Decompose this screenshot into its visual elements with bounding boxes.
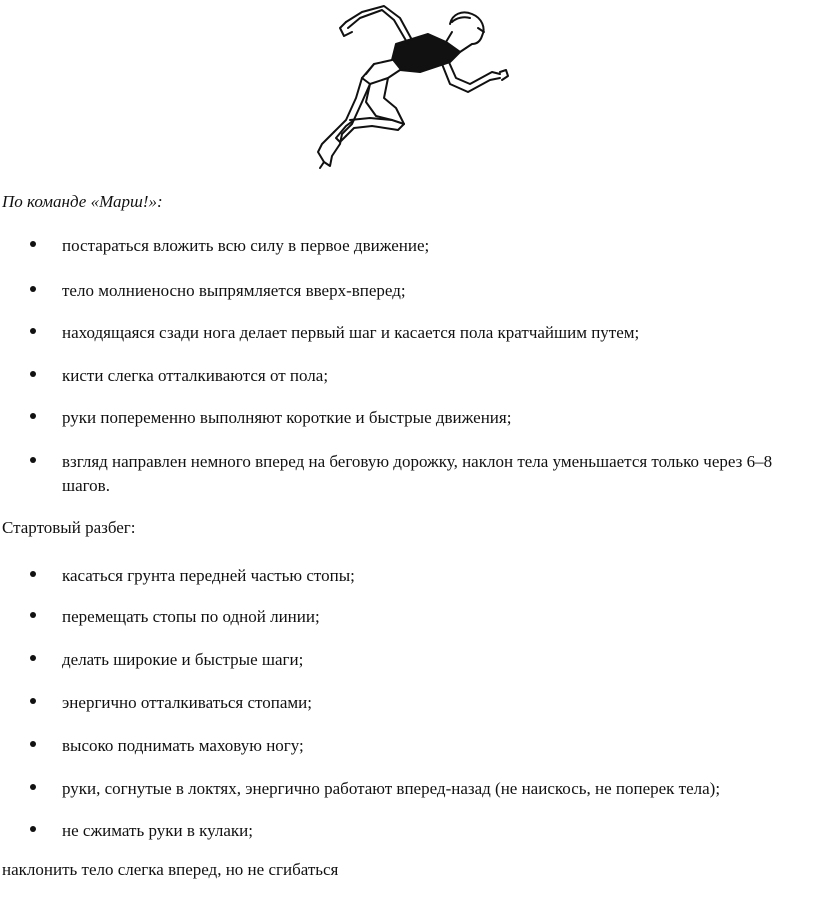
bullet-icon: [30, 571, 36, 577]
list-item-text: не сжимать руки в кулаки;: [62, 821, 254, 840]
bullet-icon: [30, 826, 36, 832]
bullet-icon: [30, 741, 36, 747]
bullet-icon: [30, 698, 36, 704]
bullet-icon: [30, 286, 36, 292]
bullet-icon: [30, 784, 36, 790]
sprinter-start-icon: [300, 2, 515, 170]
closing-line: наклонить тело слегка вперед, но не сгибаться: [2, 860, 339, 879]
list-item-text: руки, согнутые в локтях, энергично работают вперед-назад (не наискось, не поперек тела);: [62, 779, 721, 798]
list-item-text: руки попеременно выполняют короткие и быстрые движения;: [62, 408, 512, 427]
list-item-text: находящаяся сзади нога делает первый шаг и касается пола кратчайшим путем;: [62, 323, 640, 342]
list-item-text: перемещать стопы по одной линии;: [62, 607, 320, 626]
list-item-text: кисти слегка отталкиваются от пола;: [62, 366, 329, 385]
bullet-icon: [30, 241, 36, 247]
bullet-icon: [30, 457, 36, 463]
list-item-text: постараться вложить всю силу в первое движение;: [62, 236, 430, 255]
section-heading-starting-run: Стартовый разбег:: [2, 518, 136, 537]
list-item-text: высоко поднимать маховую ногу;: [62, 736, 304, 755]
list-item-text: взгляд направлен немного вперед на беговую дорожку, наклон тела уменьшается только через 6–8 шагов.: [62, 452, 773, 495]
section-heading-start-command: По команде «Марш!»:: [2, 192, 163, 211]
list-item-text: касаться грунта передней частью стопы;: [62, 566, 355, 585]
bullet-icon: [30, 371, 36, 377]
bullet-icon: [30, 413, 36, 419]
list-item-text: делать широкие и быстрые шаги;: [62, 650, 304, 669]
list-item-text: тело молниеносно выпрямляется вверх-вперед;: [62, 281, 406, 300]
list-item-text: энергично отталкиваться стопами;: [62, 693, 312, 712]
sprinter-illustration: [300, 2, 515, 170]
bullet-icon: [30, 655, 36, 661]
bullet-icon: [30, 328, 36, 334]
bullet-icon: [30, 612, 36, 618]
